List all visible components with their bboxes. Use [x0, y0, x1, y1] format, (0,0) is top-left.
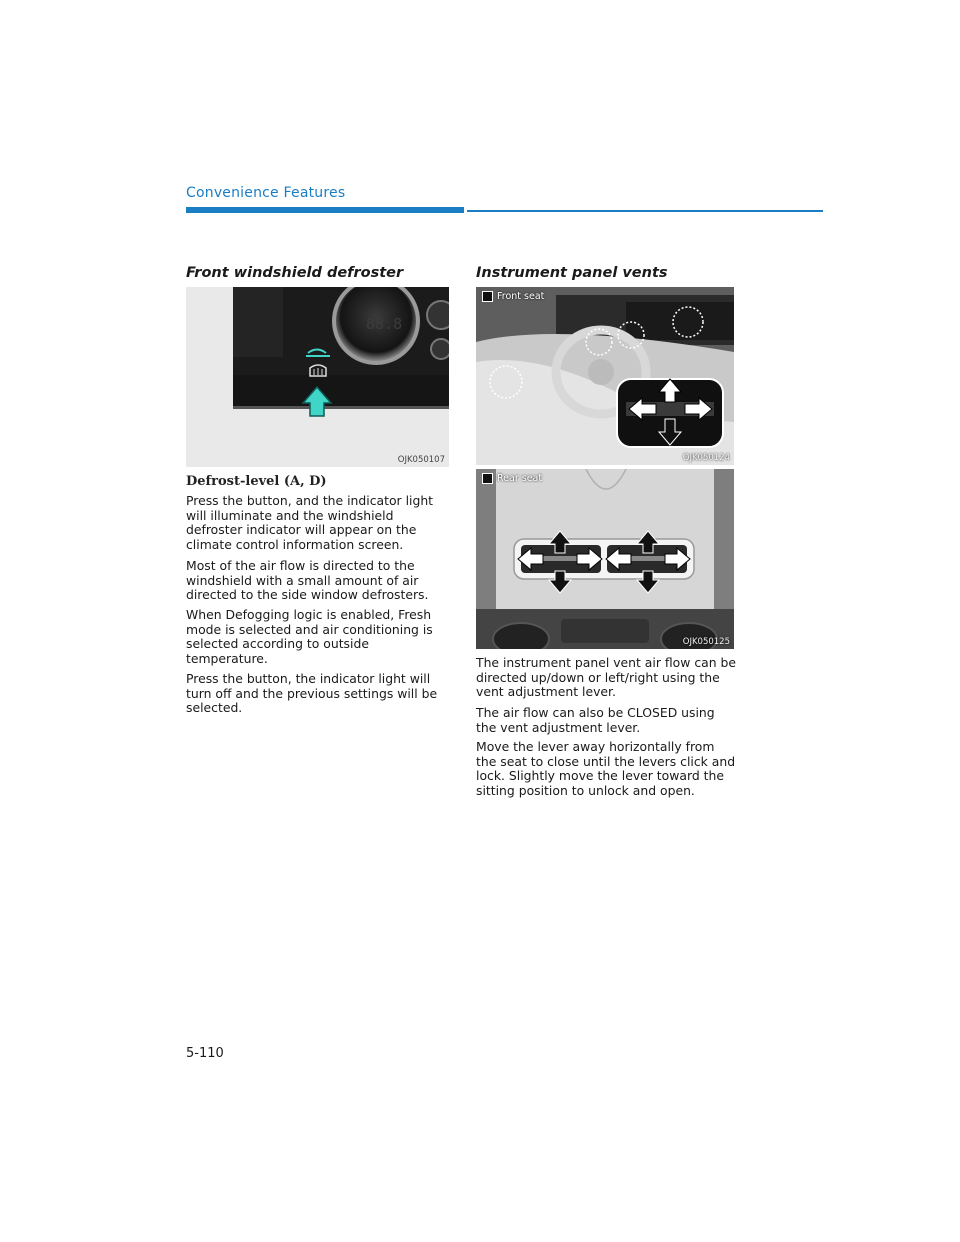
- figure-code: OJK050124: [682, 453, 730, 463]
- rear-vents-figure: [476, 469, 734, 649]
- label-square-icon: [482, 291, 493, 302]
- defroster-figure: [186, 287, 449, 467]
- front-vents-illustration: [476, 287, 734, 465]
- left-section-title: Front windshield defroster: [186, 265, 404, 281]
- page-number: 5-110: [186, 1046, 224, 1061]
- left-paragraph-2: Most of the air flow is directed to the windshield with a small amount of air directed to the side window defrosters.: [186, 558, 429, 603]
- front-seat-label: Front seat: [482, 291, 544, 302]
- left-paragraph-4: Press the button, the indicator light will turn off and the previous settings will be selected.: [186, 671, 438, 716]
- right-paragraph-1: The instrument panel vent air flow can be directed up/down or left/right using the vent adjustment lever.: [476, 655, 737, 700]
- defroster-illustration: [186, 287, 449, 467]
- right-section-title: Instrument panel vents: [476, 265, 668, 281]
- figure-code: OJK050125: [682, 637, 730, 647]
- right-paragraph-2: The air flow can also be CLOSED using the vent adjustment lever.: [476, 705, 715, 735]
- figure-code: OJK050107: [397, 455, 445, 465]
- right-paragraph-3: Move the lever away horizontally from the seat to close until the levers click and lock. Slightly move the lever toward the sitting position to unlock and open.: [476, 739, 736, 798]
- header-rule-accent: [186, 207, 464, 213]
- defrost-subheading: Defrost-level (A, D): [186, 474, 327, 489]
- knob-display: 88.8: [366, 315, 403, 333]
- section-header-title: Convenience Features: [186, 185, 346, 201]
- label-square-icon: [482, 473, 493, 484]
- rear-vents-illustration: [476, 469, 734, 649]
- front-vents-figure: [476, 287, 734, 465]
- left-paragraph-1: Press the button, and the indicator light will illuminate and the windshield defroster indicator will appear on the climate control information screen.: [186, 493, 434, 552]
- rear-seat-label: Rear seat: [482, 473, 542, 484]
- left-paragraph-3: When Defogging logic is enabled, Fresh mode is selected and air conditioning is selected according to outside temperature.: [186, 607, 433, 666]
- header-rule-thin: [467, 210, 823, 212]
